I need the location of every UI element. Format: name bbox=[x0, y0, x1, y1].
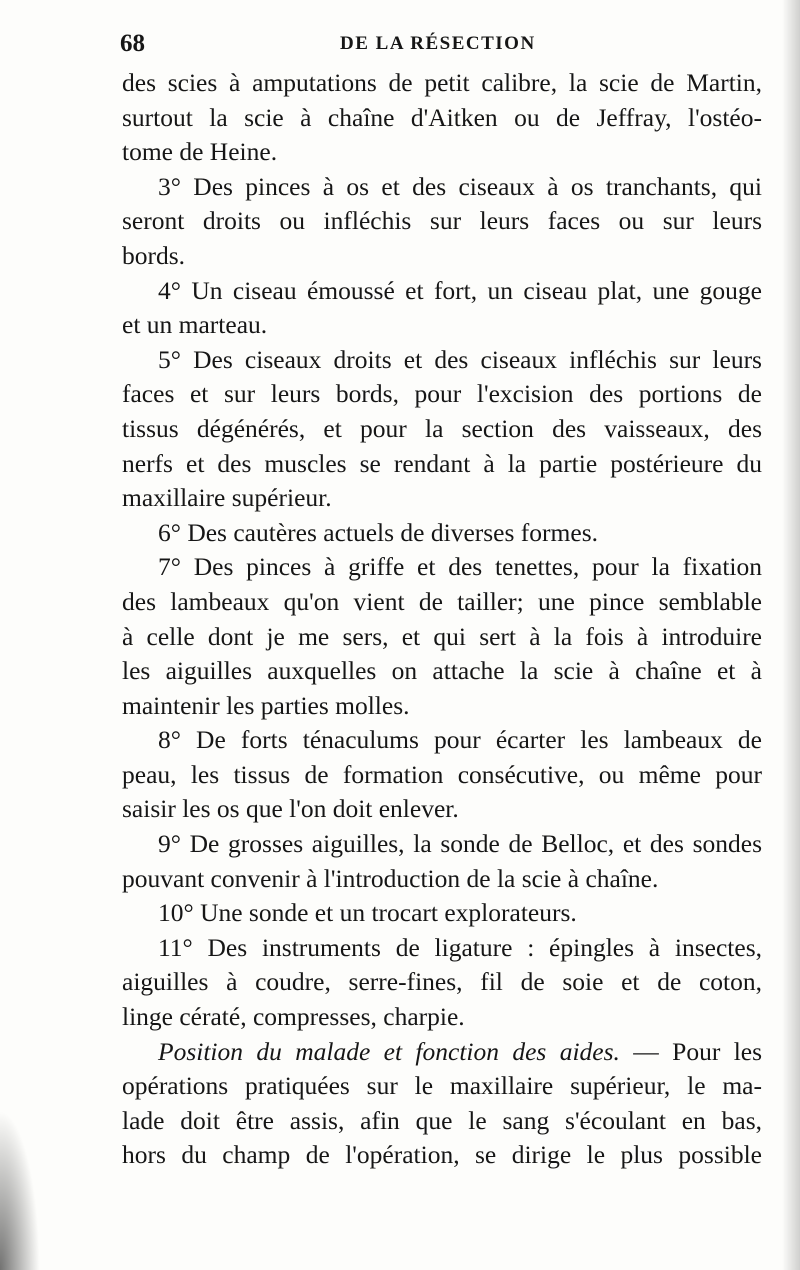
running-title: DE LA RÉSECTION bbox=[340, 33, 536, 54]
text-line: opérations pratiquées sur le maxillaire supérieur, le ma- bbox=[122, 1071, 762, 1101]
text-line: hors du champ de l'opération, se dirige le plus possible bbox=[122, 1140, 762, 1170]
text-line: seront droits ou infléchis sur leurs faces ou sur leurs bbox=[122, 206, 762, 236]
text-line: 5° Des ciseaux droits et des ciseaux infléchis sur leurs bbox=[158, 344, 762, 374]
text-line: 8° De forts ténaculums pour écarter les lambeaux de bbox=[158, 725, 762, 755]
text-line: des scies à amputations de petit calibre, la scie de Martin, bbox=[122, 68, 762, 97]
text-line: les aiguilles auxquelles on attache la scie à chaîne et à bbox=[122, 656, 762, 686]
page-header bbox=[120, 30, 760, 60]
text-line: 6° Des cautères actuels de diverses formes. bbox=[158, 517, 598, 547]
text-line: linge cératé, compresses, charpie. bbox=[122, 1002, 465, 1032]
text-line: aiguilles à coudre, serre-fines, fil de soie et de coton, bbox=[122, 967, 762, 997]
text-line: surtout la scie à chaîne d'Aitken ou de Jeffray, l'ostéo- bbox=[122, 102, 762, 132]
section-line bbox=[122, 1035, 762, 1070]
text-line: 9° De grosses aiguilles, la sonde de Belloc, et des sondes bbox=[158, 829, 762, 859]
text-line: tome de Heine. bbox=[122, 137, 278, 167]
text-line: saisir les os que l'on doit enlever. bbox=[122, 794, 459, 824]
text-line: peau, les tissus de formation consécutive, ou même pour bbox=[122, 759, 762, 789]
text-line: et un marteau. bbox=[122, 310, 268, 340]
text-line: 3° Des pinces à os et des ciseaux à os tranchants, qui bbox=[158, 171, 762, 201]
text-line: 10° Une sonde et un trocart explorateurs. bbox=[158, 898, 577, 928]
text-line: lade doit être assis, afin que le sang s'écoulant en bas, bbox=[122, 1105, 762, 1135]
text-line: faces et sur leurs bords, pour l'excision des portions de bbox=[122, 379, 762, 409]
text-line: des lambeaux qu'on vient de tailler; une pince semblable bbox=[122, 586, 762, 616]
text-line: maxillaire supérieur. bbox=[122, 483, 332, 513]
text-line-tail: — Pour les bbox=[633, 1036, 763, 1066]
text-line: 11° Des instruments de ligature : épingles à insectes, bbox=[158, 932, 762, 962]
text-line: pouvant convenir à l'introduction de la scie à chaîne. bbox=[122, 863, 659, 893]
page-edge-shadow bbox=[782, 0, 800, 1270]
body-text bbox=[122, 66, 762, 1173]
text-line: nerfs et des muscles se rendant à la partie postérieure du bbox=[122, 448, 762, 478]
binding-shadow bbox=[0, 1110, 40, 1270]
page-number: 68 bbox=[120, 30, 145, 57]
text-line: bords. bbox=[122, 240, 186, 270]
text-line: maintenir les parties molles. bbox=[122, 690, 410, 720]
section-heading: Position du malade et fonction des aides. bbox=[158, 1036, 620, 1066]
text-line: 7° Des pinces à griffe et des tenettes, pour la fixation bbox=[158, 552, 762, 582]
text-line: tissus dégénérés, et pour la section des vaisseaux, des bbox=[122, 413, 762, 443]
text-line: à celle dont je me sers, et qui sert à la fois à introduire bbox=[122, 621, 762, 651]
text-line: 4° Un ciseau émoussé et fort, un ciseau plat, une gouge bbox=[158, 275, 762, 305]
